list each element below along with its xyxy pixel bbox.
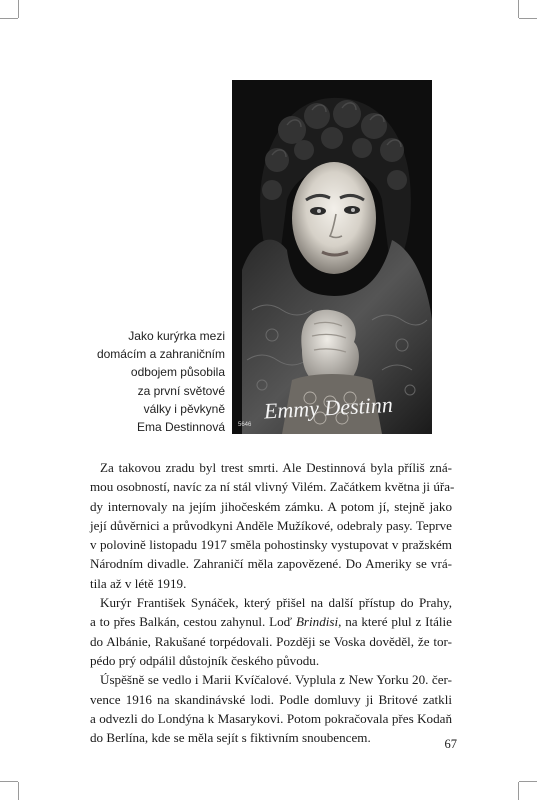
page-number: 67: [444, 737, 457, 751]
paragraph: [90, 670, 452, 747]
crop-mark-top-right-h: [519, 18, 537, 19]
text-line: Úspěšně se vedlo i Marii Kvíčalové. Vyplula z New Yorku 20. čer-: [100, 672, 452, 688]
caption-line: domácím a zahraničním: [96, 347, 225, 362]
crop-mark-bottom-left: [18, 782, 19, 800]
text-line: Národním divadle. Zahraničí měla zapovězené. Do Ameriky se vrá-: [90, 556, 452, 572]
text-line: Za takovou zradu byl trest smrti. Ale Destinnová byla příliš zná-: [100, 460, 452, 475]
text-line: pédo prý odpálil důstojník českého původu.: [90, 652, 320, 668]
crop-mark-top-left-h: [0, 18, 18, 19]
caption-line: Ema Destinnová: [136, 420, 225, 435]
text-line: mou osobností, navíc za ní stál vlivný Vilém. Začátkem května ji úřa-: [90, 479, 455, 495]
crop-mark-top-right: [518, 0, 519, 18]
signature: Emmy Destinn: [263, 391, 394, 424]
plate-number: 5646: [238, 422, 252, 428]
crop-mark-bottom-right: [518, 782, 519, 800]
text-line: dy internovaly na jejím jihočeském zámku. A potom jí, stejně jako: [90, 498, 452, 514]
text-line: její důvěrnici a průvodkyni Anděle Mužíkové, odebraly pasy. Teprve: [90, 517, 452, 533]
paragraph: [90, 593, 452, 670]
crop-mark-bottom-left-h: [0, 781, 18, 782]
crop-mark-bottom-right-h: [519, 781, 537, 782]
text-span: a to přes Balkán, cestou zahynul. Loď: [90, 614, 293, 630]
text-span: , na které plul z Itálie: [338, 614, 452, 630]
paragraph: [90, 458, 455, 593]
caption-line: Jako kurýrka mezi: [128, 329, 225, 343]
text-line: v polovině listopadu 1917 směla pohostinsky vystupovat v pražském: [90, 537, 452, 553]
text-line: [90, 612, 452, 631]
text-line: do Albánie, Rakušané torpédovali. Později se Voska dověděl, že tor-: [90, 633, 452, 649]
text-line: vence 1916 na skandinávské lodi. Podle domluvy ji Britové zatkli: [90, 691, 452, 707]
text-line: a odvezli do Londýna k Masarykovi. Potom pokračovala přes Kodaň: [90, 710, 452, 726]
text-line: do Berlína, kde se měla sejít s fiktivním snoubencem.: [90, 730, 371, 746]
portrait-illustration: [232, 80, 432, 434]
caption-line: války i pěvkyně: [143, 401, 225, 416]
ship-name: Brindisi: [295, 614, 339, 630]
caption-line: odbojem působila: [130, 365, 225, 380]
text-line: Kurýr František Synáček, který přišel na další přístup do Prahy,: [100, 595, 452, 611]
crop-mark-top-left: [18, 0, 19, 18]
text-line: tila až v létě 1919.: [90, 575, 187, 591]
caption-line: za první světové: [137, 383, 225, 398]
portrait-photo: [232, 80, 432, 434]
photo-caption: [70, 327, 225, 436]
